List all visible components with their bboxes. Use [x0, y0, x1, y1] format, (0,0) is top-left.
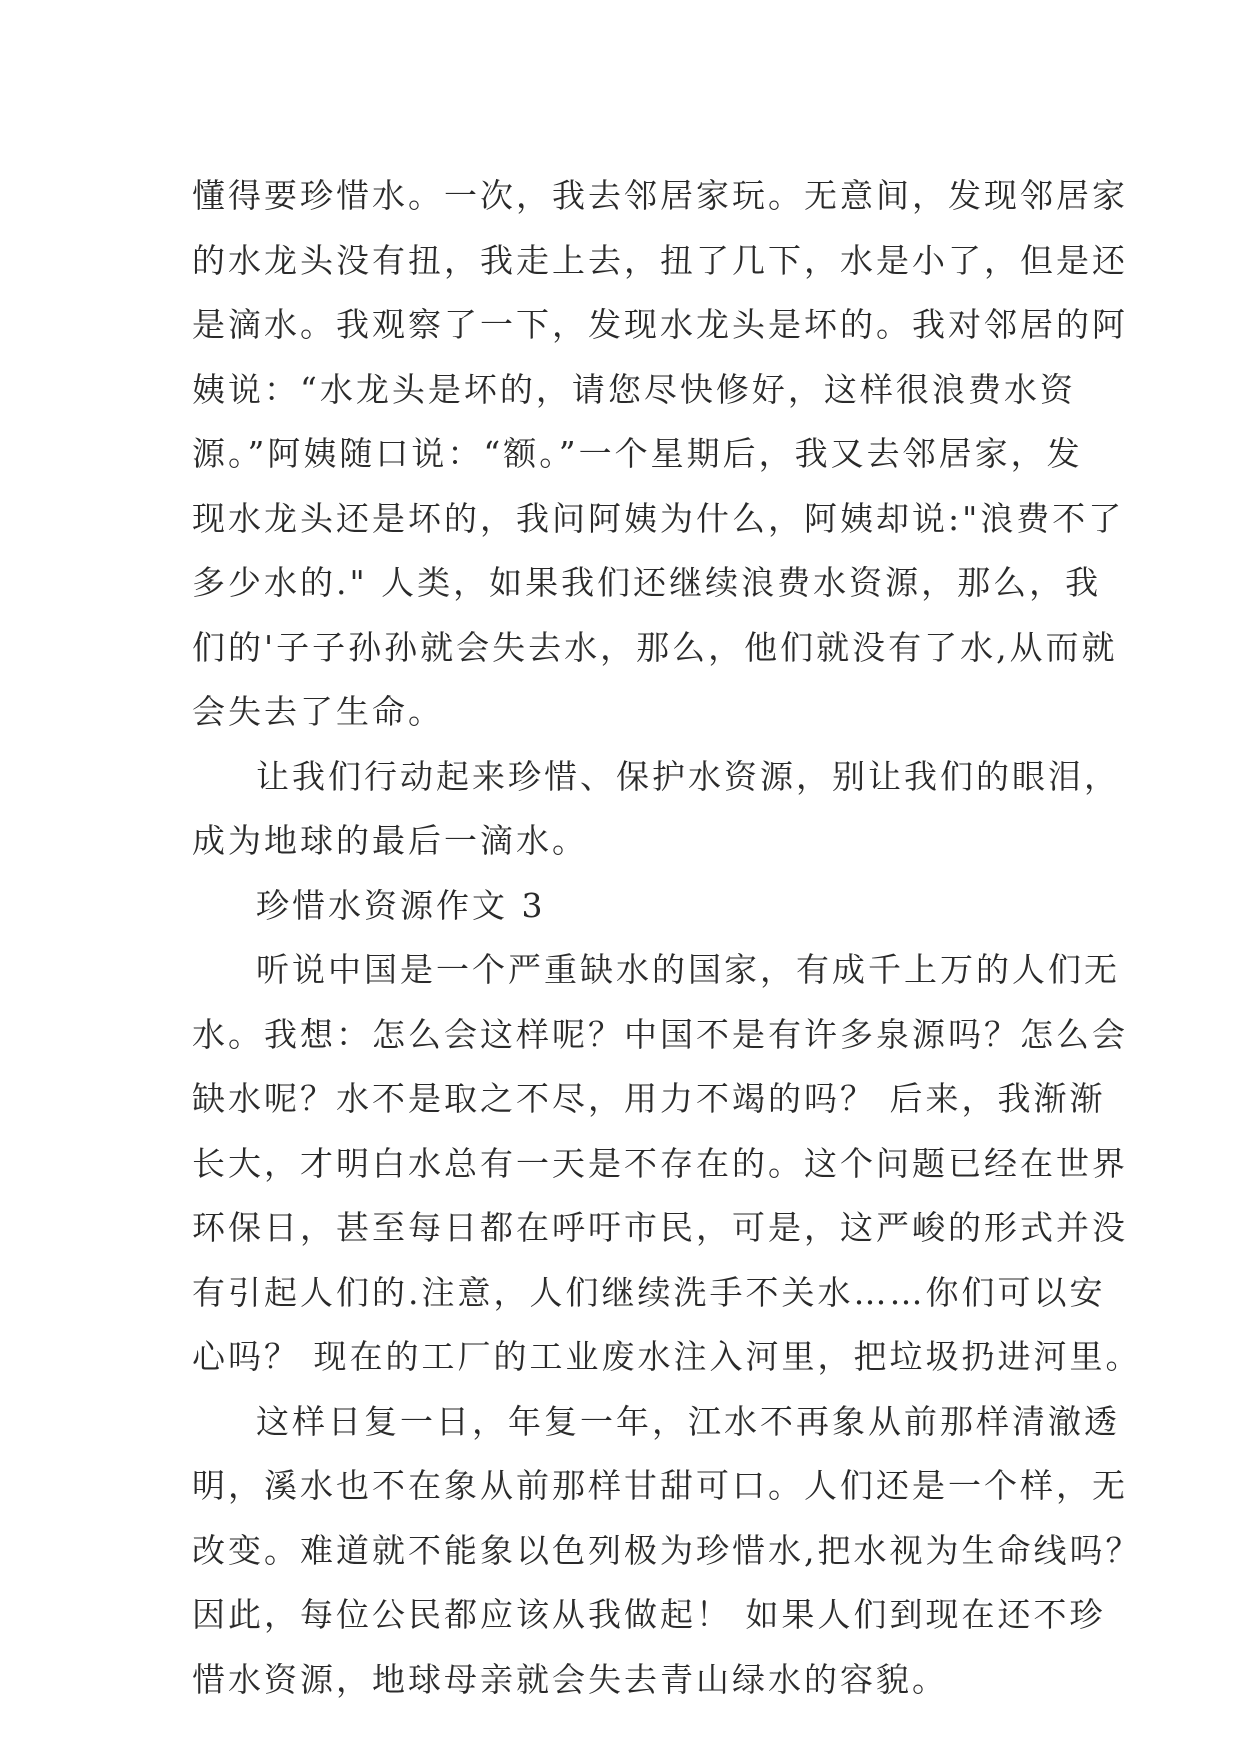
text-line: 源。”阿姨随口说：“额。”一个星期后，我又去邻居家，发 [192, 434, 1083, 473]
paragraph-start-line: 让我们行动起来珍惜、保护水资源，别让我们的眼泪， [256, 756, 1120, 796]
text-line: 懂得要珍惜水。一次，我去邻居家玩。无意间，发现邻居家 [192, 176, 1128, 215]
paragraph-start-line: 这样日复一日，年复一年，江水不再象从前那样清澈透 [256, 1401, 1120, 1441]
text-line: 有引起人们的.注意，人们继续洗手不关水……你们可以安 [192, 1272, 1106, 1312]
essay-body [192, 164, 1142, 1712]
text-line: 因此，每位公民都应该从我做起！ 如果人们到现在还不珍 [192, 1595, 1106, 1634]
text-line: 水。我想：怎么会这样呢？中国不是有许多泉源吗？怎么会 [192, 1014, 1128, 1054]
text-line: 长大，才明白水总有一天是不存在的。这个问题已经在世界 [192, 1143, 1128, 1183]
text-line: 环保日，甚至每日都在呼吁市民，可是，这严峻的形式并没 [192, 1208, 1128, 1247]
text-line: 的水龙头没有扭，我走上去，扭了几下，水是小了，但是还 [192, 240, 1128, 280]
text-line: 现水龙头还是坏的，我问阿姨为什么，阿姨却说:"浪费不了 [192, 498, 1125, 538]
text-line: 惜水资源，地球母亲就会失去青山绿水的容貌。 [192, 1659, 948, 1699]
text-line: 姨说：“水龙头是坏的，请您尽快修好，这样很浪费水资 [192, 369, 1076, 409]
text-line: 们的'子子孙孙就会失去水，那么，他们就没有了水,从而就 [192, 627, 1118, 667]
text-line: 心吗？ 现在的工厂的工业废水注入河里，把垃圾扔进河里。 [192, 1337, 1142, 1376]
paragraph-start-line: 听说中国是一个严重缺水的国家，有成千上万的人们无 [256, 950, 1120, 989]
text-line: 多少水的." 人类，如果我们还继续浪费水资源，那么，我 [192, 563, 1102, 602]
text-line: 明，溪水也不在象从前那样甘甜可口。人们还是一个样，无 [192, 1466, 1128, 1505]
text-line: 缺水呢？水不是取之不尽，用力不竭的吗？ 后来，我渐渐 [192, 1079, 1106, 1118]
section-heading: 珍惜水资源作文 3 [256, 885, 546, 925]
text-line: 会失去了生命。 [192, 692, 444, 731]
text-line: 成为地球的最后一滴水。 [192, 821, 588, 860]
text-line: 是滴水。我观察了一下，发现水龙头是坏的。我对邻居的阿 [192, 305, 1128, 344]
text-line: 改变。难道就不能象以色列极为珍惜水,把水视为生命线吗？ [192, 1530, 1142, 1570]
